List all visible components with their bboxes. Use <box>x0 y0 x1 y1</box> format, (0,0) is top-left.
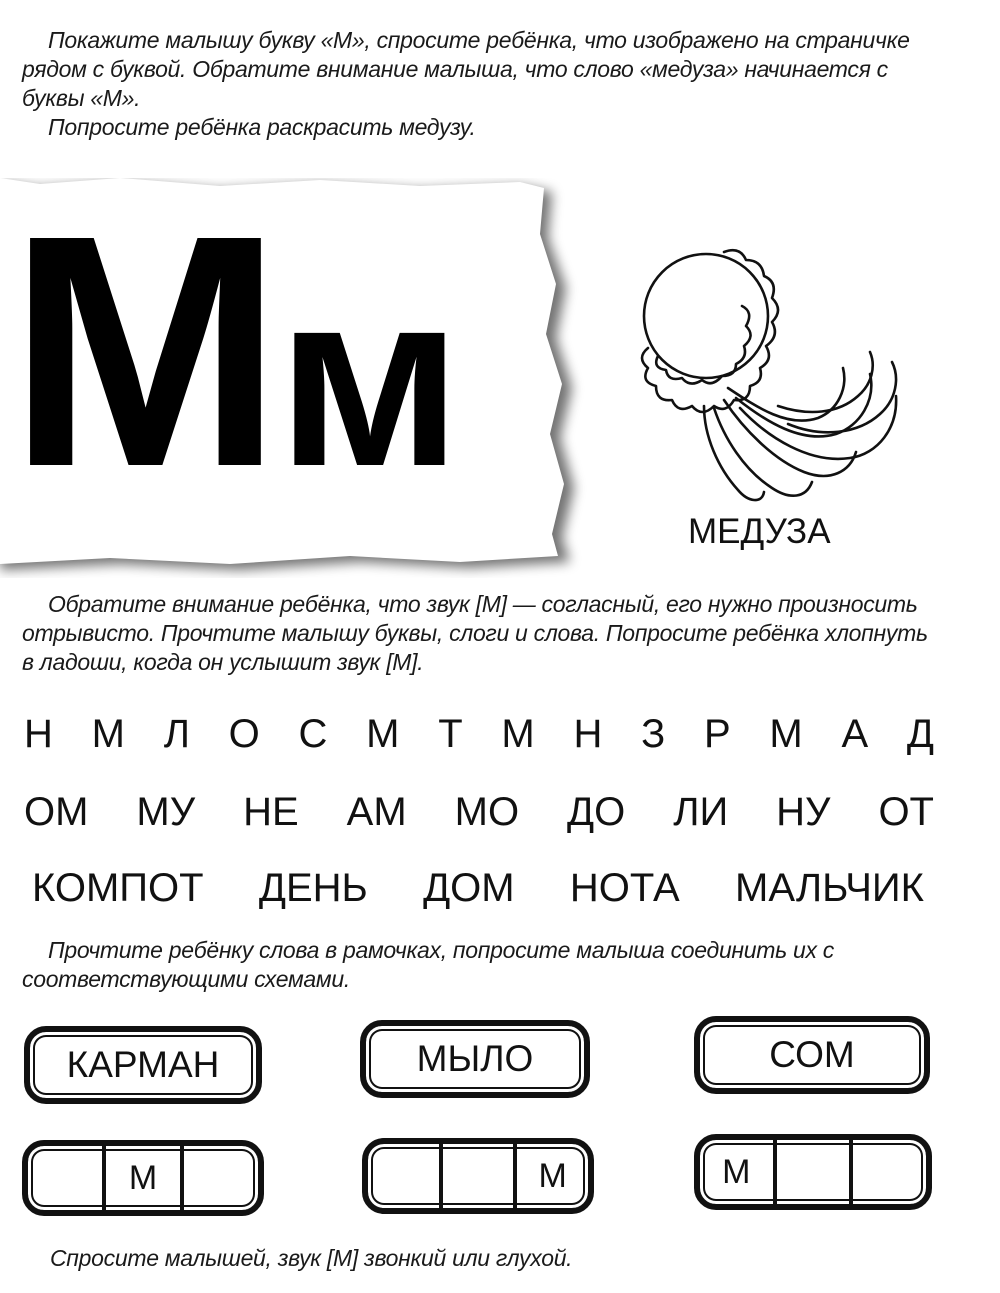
letter-item: А <box>841 712 869 756</box>
connect-paragraph: Прочтите ребёнку слова в рамочках, попросите малыша соединить их с соответствующими схемами. <box>22 937 835 992</box>
word-item: МАЛЬЧИК <box>735 866 924 910</box>
scheme-cell: М <box>102 1146 180 1210</box>
scheme-cell <box>849 1140 926 1204</box>
words-row <box>32 866 924 911</box>
letter-item: М <box>91 712 125 756</box>
word-item: ДЕНЬ <box>258 866 368 910</box>
scheme-cell: М <box>513 1144 588 1208</box>
word-box-2[interactable]: МЫЛО <box>360 1020 590 1098</box>
letter-item: Л <box>163 712 190 756</box>
jellyfish-icon <box>628 238 918 508</box>
big-letter-upper: М <box>8 166 277 535</box>
syllable-item: ОМ <box>24 790 89 834</box>
letter-item: Т <box>438 712 463 756</box>
syllable-item: МУ <box>136 790 196 834</box>
letter-item: Н <box>573 712 603 756</box>
letter-item: Н <box>24 712 53 756</box>
letter-item: О <box>228 712 260 756</box>
jellyfish-label: МЕДУЗА <box>688 512 831 551</box>
word-box-3[interactable]: СОМ <box>694 1016 930 1094</box>
scheme-cell <box>180 1146 258 1210</box>
word-item: НОТА <box>569 866 680 910</box>
letter-item: З <box>641 712 666 756</box>
syllable-item: ОТ <box>878 790 934 834</box>
intro-paragraph-1: Покажите малышу букву «М», спросите ребёнка, что изображено на страничке рядом с буквой. Обратите внимание малыша, что слово «медуза» начинается с буквы «М». <box>22 27 910 111</box>
sound-paragraph: Обратите внимание ребёнка, что звук [М] — согласный, его нужно произносить отрывисто. Прочтите малышу буквы, слоги и слова. Попросите ребёнка хлопнуть в ладоши, когда он услышит звук [М]. <box>22 591 928 675</box>
big-letter-m <box>8 166 548 535</box>
scheme-cell <box>439 1144 514 1208</box>
scheme-cell <box>368 1144 439 1208</box>
scheme-cell <box>773 1140 850 1204</box>
word-item: КОМПОТ <box>32 866 204 910</box>
intro-instructions <box>22 26 942 142</box>
letter-item: М <box>501 712 535 756</box>
sound-scheme-1[interactable] <box>22 1140 264 1216</box>
syllables-row <box>24 790 934 835</box>
syllable-item: МО <box>454 790 520 834</box>
letter-item: С <box>298 712 328 756</box>
word-item: ДОМ <box>423 866 515 910</box>
final-question <box>50 1244 970 1273</box>
final-paragraph: Спросите малышей, звук [М] звонкий или глухой. <box>50 1245 573 1271</box>
syllable-item: ДО <box>567 790 626 834</box>
letter-item: Д <box>906 712 934 756</box>
syllable-item: ЛИ <box>673 790 729 834</box>
intro-paragraph-2: Попросите ребёнка раскрасить медузу. <box>48 114 476 140</box>
syllable-item: НЕ <box>243 790 299 834</box>
sound-scheme-3[interactable] <box>694 1134 932 1210</box>
letters-row <box>24 712 934 757</box>
big-letter-lower: м <box>276 239 462 518</box>
scheme-cell <box>28 1146 102 1210</box>
letter-item: Р <box>703 712 731 756</box>
word-box-1[interactable]: КАРМАН <box>24 1026 262 1104</box>
sound-instructions <box>22 590 942 677</box>
syllable-item: АМ <box>346 790 407 834</box>
sound-scheme-2[interactable] <box>362 1138 594 1214</box>
connect-instructions <box>22 936 942 994</box>
letter-item: М <box>769 712 803 756</box>
syllable-item: НУ <box>776 790 831 834</box>
letter-item: М <box>366 712 400 756</box>
scheme-cell: М <box>722 1152 751 1191</box>
